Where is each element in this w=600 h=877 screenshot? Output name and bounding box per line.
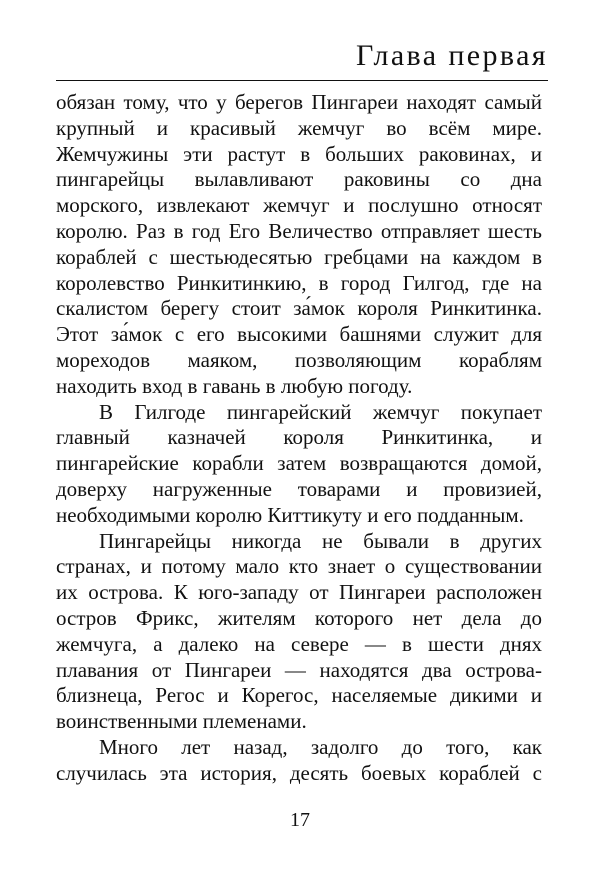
text-line: их острова. К юго-западу от Пингареи расположен [56, 580, 542, 605]
text-line: мореходов маяком, позволяющим кораблям [56, 347, 542, 372]
text-line: близнеца, Регос и Корегос, населяемые дикими и [56, 683, 542, 708]
text-line: кораблей с шестьюдесятью гребцами на каждом в [56, 244, 542, 269]
text-line: Много лет назад, задолго до того, как [99, 734, 542, 759]
text-line: Этот за́мок с его высокими башнями служит для [56, 322, 542, 347]
text-line: королевство Ринкитинкию, в город Гилгод, где на [56, 270, 542, 295]
text-line: случилась эта история, десять боевых кораблей с [56, 760, 542, 785]
body-text [56, 90, 542, 787]
text-line: королю. Раз в год Его Величество отправляет шесть [56, 218, 542, 243]
text-line: пингарейские корабли затем возвращаются домой, [56, 451, 542, 476]
text-line: необходимыми королю Киттикуту и его подданным. [56, 502, 524, 527]
text-line: Жемчужины эти растут в больших раковинах, и [56, 141, 542, 166]
text-line: обязан тому, что у берегов Пингареи находят самый [56, 90, 542, 114]
text-line: воинственными племенами. [56, 709, 307, 734]
text-line: доверху нагруженные товарами и провизией, [56, 476, 542, 501]
text-line: Пингарейцы никогда не бывали в других [99, 528, 542, 553]
text-line: морского, извлекают жемчуг и послушно относят [56, 193, 542, 218]
text-line: В Гилгоде пингарейский жемчуг покупает [99, 399, 542, 424]
text-line: крупный и красивый жемчуг во всём мире. [56, 115, 542, 140]
header-rule [56, 80, 548, 81]
text-line: жемчуга, а далеко на севере — в шести днях [56, 631, 542, 656]
text-line: странах, и потому мало кто знает о существовании [56, 554, 542, 579]
chapter-title: Глава первая [355, 39, 548, 72]
text-line: остров Фрикс, жителям которого нет дела до [56, 605, 542, 630]
text-line: находить вход в гавань в любую погоду. [56, 373, 413, 398]
text-line: скалистом берегу стоит за́мок короля Ринкитинка. [56, 296, 542, 321]
page-number: 17 [290, 809, 310, 831]
text-line: плавания от Пингареи — находятся два острова- [56, 657, 542, 682]
text-line: главный казначей короля Ринкитинка, и [56, 425, 542, 450]
text-line: пингарейцы вылавливают раковины со дна [56, 167, 542, 192]
